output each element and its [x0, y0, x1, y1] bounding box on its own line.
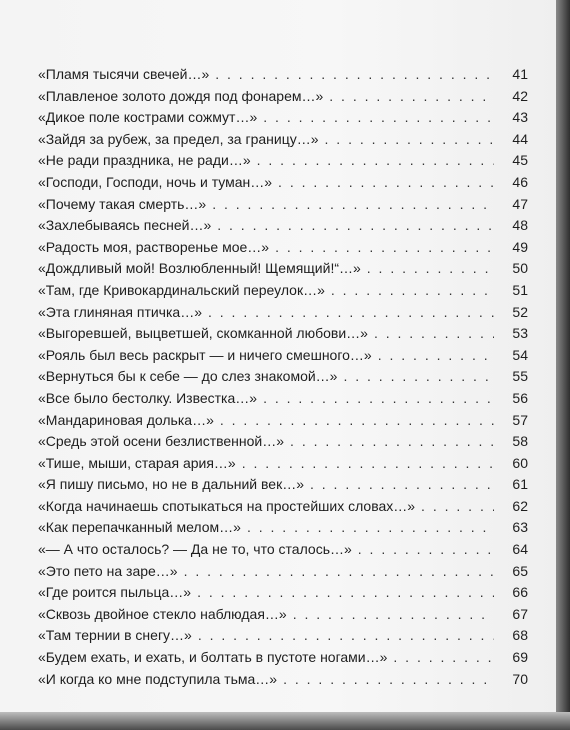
toc-entry-title: «Где роится пыльца…»: [38, 584, 192, 601]
toc-entry-title: «Рояль был весь раскрыт — и ничего смешного…»: [38, 346, 372, 363]
toc-entry-page-number: 46: [512, 173, 528, 190]
toc-entry: [38, 455, 528, 477]
toc-entry: [38, 627, 528, 649]
toc-entry: [38, 671, 528, 693]
toc-entry: [38, 88, 528, 110]
toc-entry-page-number: 60: [512, 454, 528, 471]
toc-entry-page-number: 43: [512, 109, 528, 126]
toc-entry: [38, 131, 528, 153]
dot-leader: [393, 649, 494, 665]
toc-entry-page-number: 51: [512, 281, 528, 298]
toc-entry-page-number: 57: [512, 411, 528, 428]
dot-leader: [283, 671, 494, 687]
toc-entry-title: «И когда ко мне подступила тьма…»: [38, 670, 278, 687]
toc-entry-title: «Средь этой осени безлиственной…»: [38, 433, 285, 450]
toc-entry: [38, 174, 528, 196]
toc-entry: [38, 347, 528, 369]
toc-entry-title: «Не ради праздника, не ради…»: [38, 152, 251, 169]
toc-entry-title: «Там тернии в снегу…»: [38, 627, 192, 644]
dot-leader: [208, 304, 494, 320]
toc-entry-page-number: 52: [512, 303, 528, 320]
dot-leader: [257, 152, 494, 168]
toc-entry: [38, 109, 528, 131]
toc-entry: [38, 304, 528, 326]
dot-leader: [421, 498, 494, 514]
toc-entry-title: «Эта глиняная птичка…»: [38, 303, 202, 320]
toc-entry-title: «Дикое поле кострами сожмут…»: [38, 109, 258, 126]
toc-entry-title: «Сквозь двойное стекло наблюдая…»: [38, 605, 287, 622]
toc-entry-title: «Господи, Господи, ночь и туман…»: [38, 173, 273, 190]
toc-entry-title: «Вернуться бы к себе — до слез знакомой…»: [38, 368, 338, 385]
toc-entry-page-number: 70: [512, 670, 528, 687]
toc-entry-page-number: 67: [512, 605, 528, 622]
toc-entry: [38, 563, 528, 585]
toc-entry-page-number: 50: [512, 260, 528, 277]
dot-leader: [378, 347, 494, 363]
page-bottom-edge: [0, 712, 570, 730]
dot-leader: [217, 217, 494, 233]
toc-entry-page-number: 64: [512, 541, 528, 558]
toc-entry-page-number: 41: [512, 66, 528, 82]
toc-entry: [38, 412, 528, 434]
toc-entry-page-number: 55: [512, 368, 528, 385]
toc-entry: [38, 519, 528, 541]
dot-leader: [263, 109, 494, 125]
toc-entry-page-number: 48: [512, 217, 528, 234]
toc-entry-page-number: 63: [512, 519, 528, 536]
toc-entry-page-number: 49: [512, 238, 528, 255]
toc-entry-page-number: 65: [512, 562, 528, 579]
dot-leader: [198, 627, 494, 643]
dot-leader: [310, 476, 494, 492]
toc-entry-page-number: 54: [512, 346, 528, 363]
toc-entry: [38, 584, 528, 606]
toc-entry-page-number: 68: [512, 627, 528, 644]
toc-entry-title: «Плавленое золото дождя под фонарем…»: [38, 87, 324, 104]
dot-leader: [358, 541, 494, 557]
toc-entry-title: «Будем ехать, и ехать, и болтать в пустоте ногами…»: [38, 649, 388, 666]
toc-entry: [38, 66, 528, 88]
dot-leader: [242, 455, 494, 471]
dot-leader: [325, 131, 494, 147]
dot-leader: [263, 390, 494, 406]
toc-entry: [38, 368, 528, 390]
dot-leader: [197, 584, 494, 600]
dot-leader: [290, 433, 494, 449]
toc-entry-title: «— А что осталось? — Да не то, что сталось…»: [38, 541, 352, 558]
toc-entry-page-number: 61: [512, 476, 528, 493]
toc-entry: [38, 217, 528, 239]
dot-leader: [374, 325, 494, 341]
toc-entry-title: «Я пишу письмо, но не в дальний век…»: [38, 476, 304, 493]
toc-entry: [38, 152, 528, 174]
toc-entry: [38, 649, 528, 671]
toc-entry-title: «Зайдя за рубеж, за предел, за границу…»: [38, 130, 319, 147]
toc-entry-title: «Тише, мыши, старая ария…»: [38, 454, 236, 471]
toc-entry-title: «Выгоревшей, выцветшей, скомканной любови…»: [38, 325, 368, 342]
dot-leader: [329, 88, 494, 104]
dot-leader: [184, 563, 494, 579]
toc-entry: [38, 476, 528, 498]
dot-leader: [331, 282, 494, 298]
toc-entry-page-number: 69: [512, 649, 528, 666]
toc-entry-title: «Там, где Кривокардинальский переулок…»: [38, 281, 325, 298]
toc-entry: [38, 390, 528, 412]
dot-leader: [220, 412, 494, 428]
toc-entry: [38, 606, 528, 628]
dot-leader: [367, 260, 494, 276]
toc-entry-page-number: 62: [512, 497, 528, 514]
page-edge-shadow: [556, 0, 570, 730]
toc-entry: [38, 196, 528, 218]
toc-entry: [38, 433, 528, 455]
toc-entry: [38, 498, 528, 520]
dot-leader: [275, 239, 494, 255]
toc-entry-page-number: 56: [512, 389, 528, 406]
toc-entry-page-number: 66: [512, 584, 528, 601]
toc-entry: [38, 282, 528, 304]
toc-entry: [38, 325, 528, 347]
toc-entry-title: «Почему такая смерть…»: [38, 195, 207, 212]
toc-entry-page-number: 42: [512, 87, 528, 104]
dot-leader: [293, 606, 494, 622]
toc-entry-title: «Захлебываясь песней…»: [38, 217, 212, 234]
dot-leader: [215, 66, 494, 82]
table-of-contents: [38, 66, 528, 692]
dot-leader: [343, 368, 494, 384]
toc-entry-page-number: 58: [512, 433, 528, 450]
dot-leader: [247, 519, 494, 535]
toc-entry-title: «Это пето на заре…»: [38, 562, 178, 579]
toc-entry-title: «Пламя тысячи свечей…»: [38, 66, 210, 82]
toc-entry-title: «Все было бестолку. Известка…»: [38, 389, 258, 406]
toc-entry: [38, 239, 528, 261]
toc-entry-title: «Когда начинаешь спотыкаться на простейших словах…»: [38, 497, 416, 514]
toc-entry-page-number: 44: [512, 130, 528, 147]
dot-leader: [278, 174, 494, 190]
toc-entry-title: «Мандариновая долька…»: [38, 411, 214, 428]
toc-entry: [38, 260, 528, 282]
toc-entry: [38, 541, 528, 563]
toc-entry-page-number: 53: [512, 325, 528, 342]
toc-entry-title: «Как перепачканный мелом…»: [38, 519, 241, 536]
toc-entry-title: «Дождливый мой! Возлюбленный! Щемящий!“…»: [38, 260, 361, 277]
toc-entry-page-number: 45: [512, 152, 528, 169]
dot-leader: [212, 196, 494, 212]
toc-entry-title: «Радость моя, растворенье мое…»: [38, 238, 270, 255]
toc-entry-page-number: 47: [512, 195, 528, 212]
